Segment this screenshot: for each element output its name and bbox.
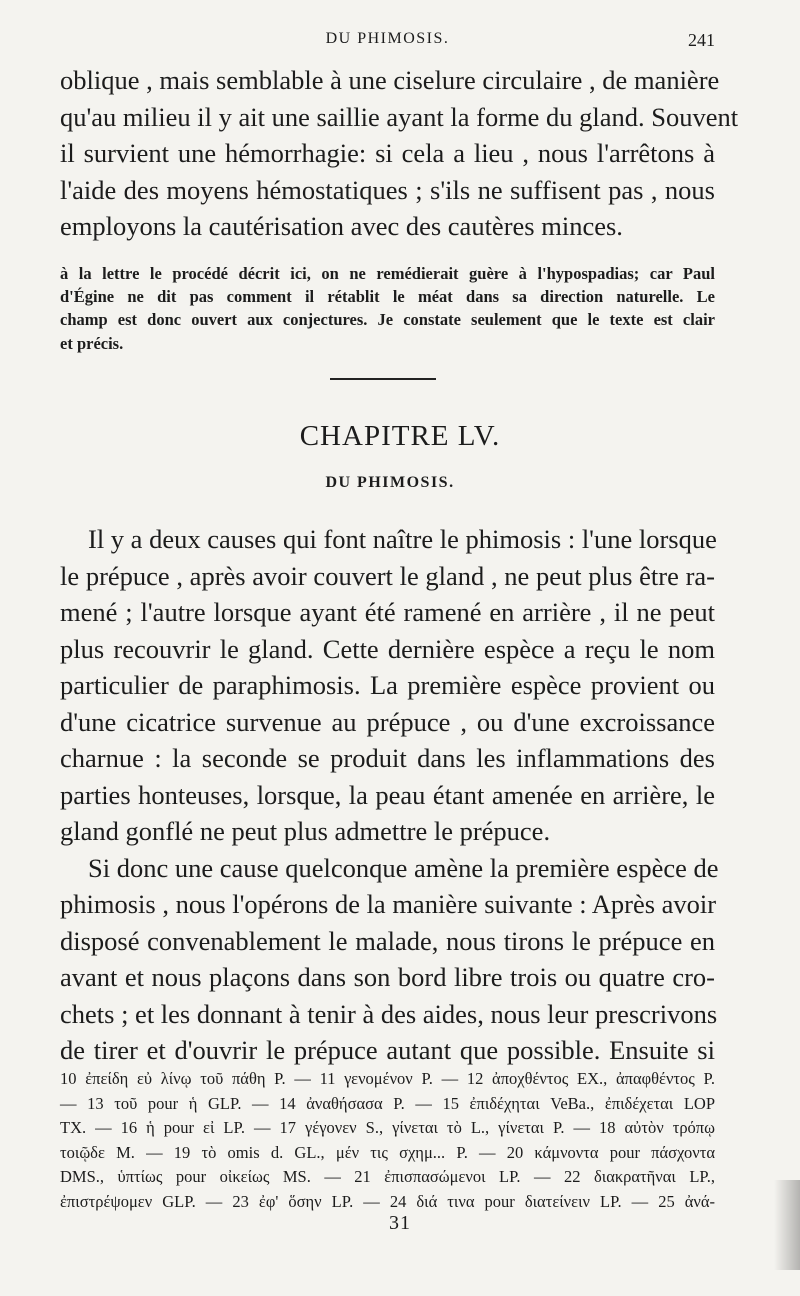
text-line: l'aide des moyens hémostatiques ; s'ils ne suffisent pas , nous [60,174,715,205]
text-line: employons la cautérisation avec des cautères minces. [60,211,623,241]
text-line: de tirer et d'ouvrir le prépuce autant que possible. Ensuite si [60,1035,715,1065]
translator-note [60,262,715,355]
text-line: phimosis , nous l'opérons de la manière suivante : Après avoir [60,889,717,919]
note-line: à la lettre le procédé décrit ici, on ne remédierait guère à l'hypospadias; car Paul [60,264,715,283]
footnote-line: DMS., ὑπτίως pour οἰκείως MS. — 21 ἐπισπασώμενοι LP. — 22 διακρατῆναι LP., [60,1167,715,1187]
text-line: charnue : la seconde se produit dans les inflammations des [60,743,715,773]
page-edge-shadow [774,1180,800,1270]
chapter-title: CHAPITRE LV. [299,420,501,452]
text-line: Si donc une cause quelconque amène la première espèce de [88,852,719,883]
text-line: le prépuce , après avoir couvert le gland , ne peut plus être ra- [60,560,715,591]
page-header [60,30,715,54]
text-line: oblique , mais semblable à une ciselure circulaire , de manière [60,65,720,95]
text-block-continuation [60,62,739,245]
running-title: DU PHIMOSIS. [325,30,450,47]
page-number: 241 [688,30,715,50]
text-line: mené ; l'autre lorsque ayant été ramené en arrière , il ne peut [60,597,715,627]
text-line: il survient une hémorrhagie: si cela a lieu , nous l'arrêtons à [60,138,715,168]
text-line: parties honteuses, lorsque, la peau étant amenée en arrière, le [60,779,715,810]
footnote-line: ἐπιστρέψομεν GLP. — 23 ἐφ' ὅσην LP. — 24 διά τινα pour διατείνειν LP. — 25 ἀνά- [60,1191,715,1211]
text-line: Il y a deux causes qui font naître le phimosis : l'une lorsque [88,524,717,554]
note-line: champ est donc ouvert aux conjectures. Je constate seulement que le texte est clair [60,310,715,330]
printer-signature: 31 [389,1212,411,1234]
chapter-body [60,521,719,1069]
footnote-line: TX. — 16 ἡ pour εἰ LP. — 17 γέγονεν S., γίνεται τὸ L., γίνεται P. — 18 αὐτὸν τρόπῳ [60,1118,715,1138]
chapter-subtitle: DU PHIMOSIS. [325,474,455,491]
text-line: d'une cicatrice survenue au prépuce , ou d'une excroissance [60,706,715,737]
text-line: qu'au milieu il y ait une saillie ayant la forme du gland. Souvent [60,101,739,132]
note-line: et précis. [60,333,124,353]
text-line: disposé convenablement le malade, nous tirons le prépuce en [60,925,715,956]
variant-footnotes [60,1067,715,1215]
text-line: gland gonflé ne peut plus admettre le prépuce. [60,816,551,846]
text-line: chets ; et les donnant à tenir à des aides, nous leur prescrivons [60,998,718,1029]
footnote-line: 10 ἐπείδη εὐ λίνῳ τοῦ πάθη P. — 11 γενομένον P. — 12 ἀποχθέντος EX., ἀπαφθέντος P. [60,1069,715,1088]
footnote-line: τοιῷδε M. — 19 τὸ omis d. GL., μέν τις σχημ... P. — 20 κάμνοντα pour πάσχοντα [60,1142,715,1162]
text-line: avant et nous plaçons dans son bord libre trois ou quatre cro- [60,962,715,992]
text-line: plus recouvrir le gland. Cette dernière espèce a reçu le nom [60,633,715,664]
footnote-line: — 13 τοῦ pour ἡ GLP. — 14 ἀναθήσασα P. — 15 ἐπιδέχηται VeBa., ἐπιδέχεται LOP [60,1093,715,1113]
text-line: particulier de paraphimosis. La première espèce provient ou [60,670,715,700]
note-line: d'Égine ne dit pas comment il rétablit le méat dans sa direction naturelle. Le [60,287,715,307]
section-divider [330,378,436,380]
